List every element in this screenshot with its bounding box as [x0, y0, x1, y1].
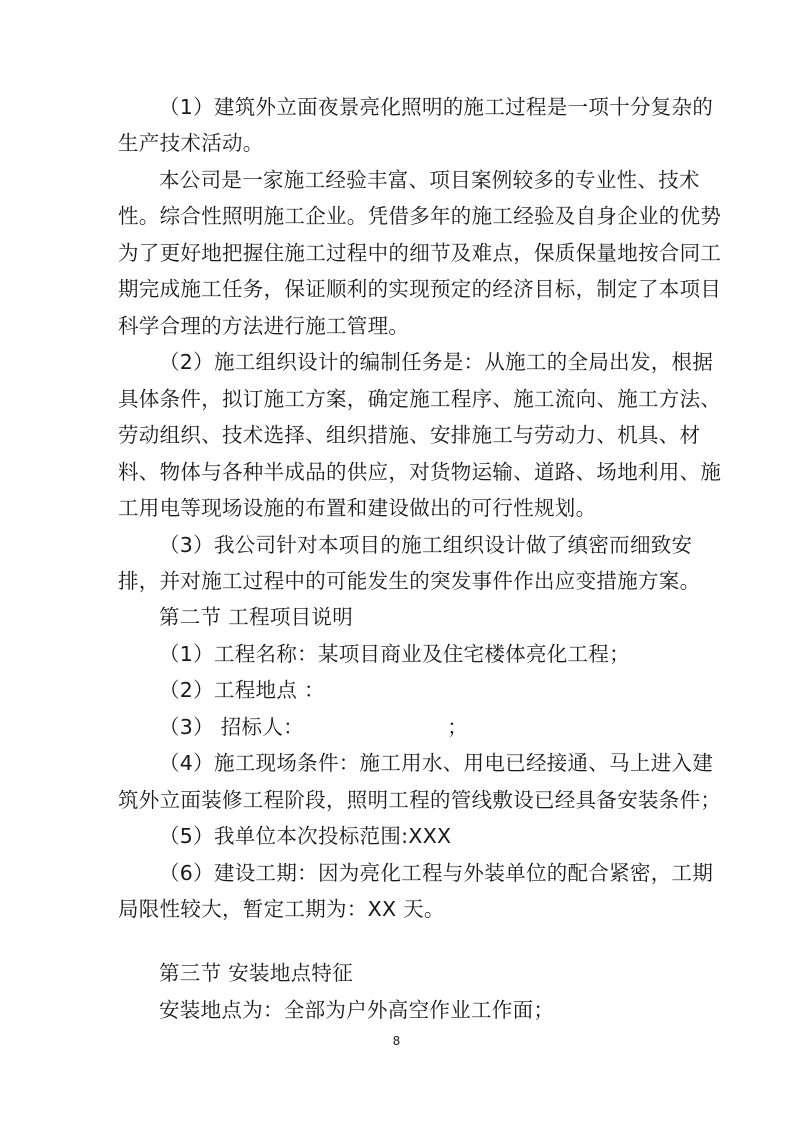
item-site-conditions-line-2: 筑外立面装修工程阶段，照明工程的管线敷设已经具备安装条件； — [118, 788, 722, 812]
item-site-conditions-line-1: （4）施工现场条件：施工用水、用电已经接通、马上进入建 — [159, 751, 714, 775]
item-tenderer: （3） 招标人： ； — [159, 715, 468, 739]
installation-location-text: 安装地点为：全部为户外高空作业工作面； — [159, 998, 555, 1022]
item-construction-period-line-2: 局限性较大，暂定工期为：XX 天。 — [118, 897, 445, 921]
paragraph-1-line-2: 生产技术活动。 — [118, 131, 264, 155]
paragraph-2-line-2: 性。综合性照明施工企业。凭借多年的施工经验及自身企业的优势 — [118, 204, 722, 228]
page-number: 8 — [392, 1034, 401, 1048]
section-heading-3: 第三节 安装地点特征 — [159, 961, 354, 985]
paragraph-2-line-3: 为了更好地把握住施工过程中的细节及难点，保质保量地按合同工 — [118, 241, 722, 265]
section-heading-2: 第二节 工程项目说明 — [159, 605, 354, 629]
paragraph-3-line-2: 具体条件，拟订施工方案，确定施工程序、施工流向、施工方法、 — [118, 387, 722, 411]
paragraph-2-line-1: 本公司是一家施工经验丰富、项目案例较多的专业性、技术 — [159, 168, 700, 192]
item-bid-scope: （5）我单位本次投标范围:XXX — [159, 824, 452, 848]
paragraph-3-line-5: 工用电等现场设施的布置和建设做出的可行性规划。 — [118, 496, 597, 520]
paragraph-4-line-2: 排，并对施工过程中的可能发生的突发事件作出应变措施方案。 — [118, 569, 701, 593]
paragraph-1-line-1: （1）建筑外立面夜景亮化照明的施工过程是一项十分复杂的 — [159, 95, 714, 119]
paragraph-2-line-5: 科学合理的方法进行施工管理。 — [118, 314, 410, 338]
item-project-location: （2）工程地点 ： — [159, 678, 325, 702]
paragraph-3-line-3: 劳动组织、技术选择、组织措施、安排施工与劳动力、机具、材 — [118, 423, 701, 447]
paragraph-4-line-1: （3）我公司针对本项目的施工组织设计做了缜密而细致安 — [159, 533, 693, 557]
paragraph-2-line-4: 期完成施工任务，保证顺利的实现预定的经济目标，制定了本项目 — [118, 277, 722, 301]
item-project-name: （1）工程名称：某项目商业及住宅楼体亮化工程； — [159, 642, 630, 666]
paragraph-3-line-4: 料、物体与各种半成品的供应，对货物运输、道路、场地利用、施 — [118, 460, 722, 484]
item-construction-period-line-1: （6）建设工期：因为亮化工程与外装单位的配合紧密，工期 — [159, 861, 714, 885]
paragraph-3-line-1: （2）施工组织设计的编制任务是：从施工的全局出发，根据 — [159, 350, 714, 374]
